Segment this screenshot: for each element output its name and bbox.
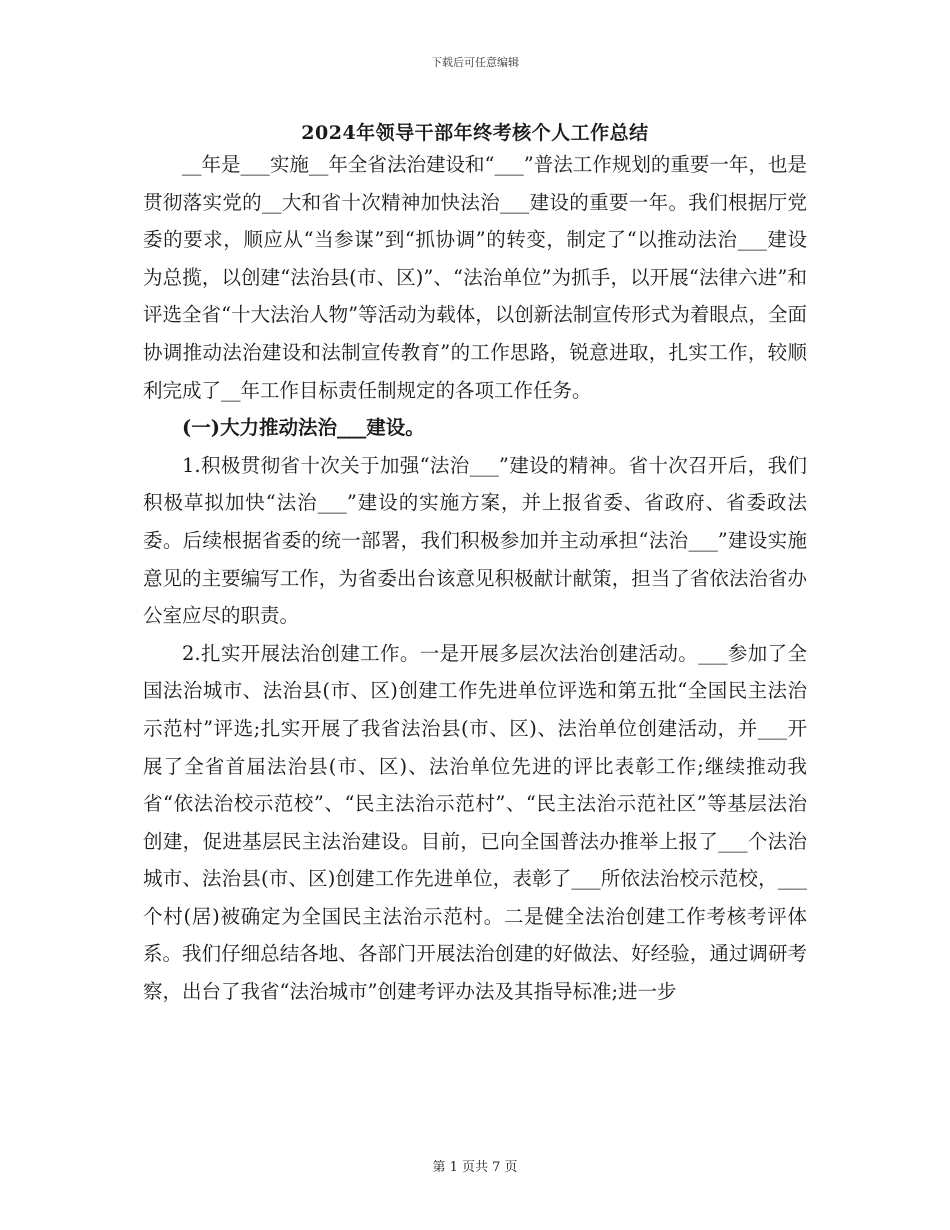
document-body	[143, 146, 807, 1011]
body-paragraph: 1.积极贯彻省十次关于加强“法治___”建设的精神。省十次召开后，我们积极草拟加快“法治___”建设的实施方案，并上报省委、省政府、省委政法委。后续根据省委的统一部署，我们积极参加并主动承担“法治___”建设实施意见的主要编写工作，为省委出台该意见积极献计献策，担当了省依法治省办公室应尽的职责。	[143, 453, 807, 628]
section-heading: (一)大力推动法治___建设。	[182, 416, 425, 440]
page-footer: 第 1 页共 7 页	[432, 1160, 518, 1175]
document-title: 2024年领导干部年终考核个人工作总结	[301, 122, 649, 144]
header-note: 下载后可任意编辑	[431, 56, 519, 69]
intro-paragraph: __年是___实施__年全省法治建设和“___”普法工作规划的重要一年，也是贯彻落实党的__大和省十次精神加快法治___建设的重要一年。我们根据厅党委的要求，顺应从“当参谋”到“抓协调”的转变，制定了“以推动法治___建设为总揽，以创建“法治县(市、区)”、“法治单位”为抓手，以开展“法律六进”和评选全省“十大法治人物”等活动为载体，以创新法制宣传形式为着眼点，全面协调推动法治建设和法制宣传教育”的工作思路，锐意进取，扎实工作，较顺利完成了__年工作目标责任制规定的各项工作任务。	[143, 153, 807, 402]
body-paragraph: 2.扎实开展法治创建工作。一是开展多层次法治创建活动。___参加了全国法治城市、法治县(市、区)创建工作先进单位评选和第五批“全国民主法治示范村”评选;扎实开展了我省法治县(市、区)、法治单位创建活动，并___开展了全省首届法治县(市、区)、法治单位先进的评比表彰工作;继续推动我省“依法治校示范校”、“民主法治示范村”、“民主法治示范社区”等基层法治创建，促进基层民主法治建设。目前，已向全国普法办推举上报了___个法治城市、法治县(市、区)创建工作先进单位，表彰了___所依法治校示范校，___个村(居)被确定为全国民主法治示范村。二是健全法治创建工作考核考评体系。我们仔细总结各地、各部门开展法治创建的好做法、好经验，通过调研考察，出台了我省“法治城市”创建考评办法及其指导标准;进一步	[143, 641, 807, 1004]
